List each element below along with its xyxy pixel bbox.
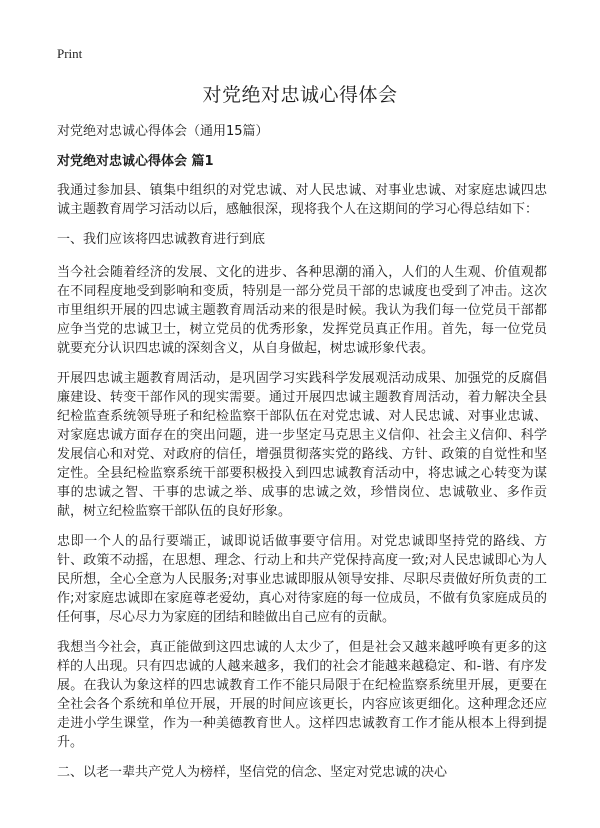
paragraph: 我想当今社会，真正能做到这四忠诚的人太少了，但是社会又越来越呼唤有更多的这样的人出现。只有四忠诚的人越来越多，我们的社会才能越来越稳定、和-谐、有序发展。在我认为象这样的四忠诚教育工作不能只局限于在纪检监察系统里开展，更要在全社会各个系统和单位开展，开展的时间应该更长，内容应该更细化。这种理念还应走进小学生课堂，作为一种美德教育世人。这样四忠诚教育工作才能从根本上得到提升。 bbox=[57, 640, 547, 750]
subheading-two: 二、以老一辈共产党人为榜样，坚信党的信念、坚定对党忠诚的决心 bbox=[57, 765, 448, 780]
paragraph: 当今社会随着经济的发展、文化的进步、各种思潮的涌入，人们的人生观、价值观都在不同程度地受到影响和变质，特别是一部分党员干部的忠诚度也受到了冲击。这次市里组织开展的四忠诚主题教育周活动来的很是时候。我认为我们每一位党员干部都应争当党的忠诚卫士，树立党员的优秀形象，发挥党员真正作用。首先，每一位党员就要充分认识四忠诚的深刻含义，从自身做起，树忠诚形象代表。 bbox=[57, 265, 547, 356]
print-link[interactable]: Print bbox=[57, 46, 83, 61]
paragraph: 忠即一个人的品行要端正，诚即说话做事要守信用。对党忠诚即坚持党的路线、方针、政策不动摇，在思想、理念、行动上和共产党保持高度一致;对人民忠诚即心为人民所想，全心全意为人民服务;对事业忠诚即服从领导安排、尽职尽责做好所负责的工作;对家庭忠诚即在家庭尊老爱幼，真心对待家庭的每一位成员，不做有负家庭成员的任何事，尽心尽力为家庭的团结和睦做出自己应有的贡献。 bbox=[57, 534, 547, 625]
document-subtitle: 对党绝对忠诚心得体会（通用15篇） bbox=[57, 124, 269, 139]
paragraph-intro: 我通过参加县、镇集中组织的对党忠诚、对人民忠诚、对事业忠诚、对家庭忠诚四忠诚主题教育周学习活动以后，感触很深，现将我个人在这期间的学习心得总结如下： bbox=[57, 183, 547, 217]
article-body bbox=[57, 181, 547, 796]
paragraph: 开展四忠诚主题教育周活动，是巩固学习实践科学发展观活动成果、加强党的反腐倡廉建设、转变干部作风的现实需要。通过开展四忠诚主题教育周活动，着力解决全县纪检监查系统领导班子和纪检监察干部队伍在对党忠诚、对人民忠诚、对事业忠诚、对家庭忠诚方面存在的突出问题，进一步坚定马克思主义信仰、社会主义信仰、科学发展信心和对党、对政府的信任，增强贯彻落实党的路线、方针、政策的自觉性和坚定性。全县纪检监察系统干部要积极投入到四忠诚教育活动中，将忠诚之心转变为谋事的忠诚之智、干事的忠诚之举、成事的忠诚之效，珍惜岗位、忠诚敬业、多作贡献，树立纪检监察干部队伍的良好形象。 bbox=[57, 371, 547, 519]
section-heading: 对党绝对忠诚心得体会 篇1 bbox=[57, 154, 214, 169]
document-title: 对党绝对忠诚心得体会 bbox=[202, 84, 398, 106]
subheading-one: 一、我们应该将四忠诚教育进行到底 bbox=[57, 232, 266, 247]
